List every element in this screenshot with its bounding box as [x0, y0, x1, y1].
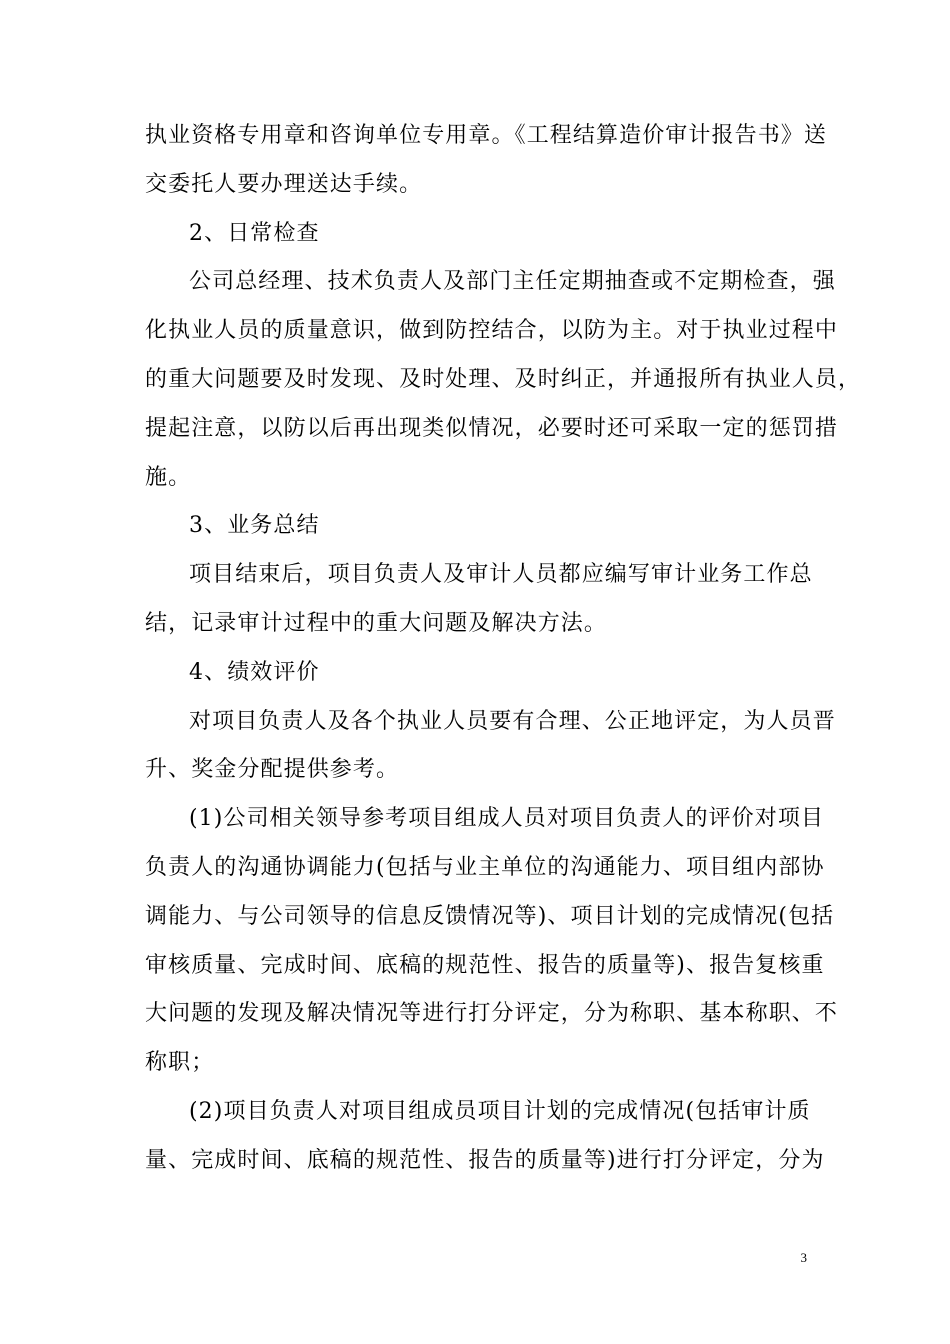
text-line: (2)项目负责人对项目组成员项目计划的完成情况(包括审计质 — [189, 1098, 811, 1124]
text-line: 项目结束后，项目负责人及审计人员都应编写审计业务工作总 — [189, 562, 813, 588]
text-line: 结，记录审计过程中的重大问题及解决方法。 — [145, 610, 608, 636]
text-line: 调能力、与公司领导的信息反馈情况等)、项目计划的完成情况(包括 — [145, 903, 835, 929]
text-line: 公司总经理、技术负责人及部门主任定期抽查或不定期检查，强 — [189, 269, 836, 295]
section-heading: 2、日常检查 — [189, 220, 320, 246]
text-line: 量、完成时间、底稿的规范性、报告的质量等)进行打分评定，分为 — [145, 1147, 825, 1173]
text-line: 的重大问题要及时发现、及时处理、及时纠正，并通报所有执业人员， — [145, 366, 862, 392]
section-heading: 3、业务总结 — [189, 513, 320, 539]
text-line: 审核质量、完成时间、底稿的规范性、报告的质量等)、报告复核重 — [145, 952, 825, 978]
page-number: 3 — [800, 1250, 807, 1265]
text-line: 对项目负责人及各个执业人员要有合理、公正地评定，为人员晋 — [189, 708, 836, 734]
section-heading: 4、绩效评价 — [189, 659, 320, 685]
text-line: 交委托人要办理送达手续。 — [145, 171, 423, 197]
text-line: 化执业人员的质量意识，做到防控结合，以防为主。对于执业过程中 — [145, 318, 839, 344]
text-line: 大问题的发现及解决情况等进行打分评定，分为称职、基本称职、不 — [145, 1001, 839, 1027]
text-line: 施。 — [145, 464, 192, 490]
text-line: 提起注意，以防以后再出现类似情况，必要时还可采取一定的惩罚措 — [145, 415, 839, 441]
body-text — [145, 116, 862, 1190]
text-line: 负责人的沟通协调能力(包括与业主单位的沟通能力、项目组内部协 — [145, 854, 825, 880]
text-line: (1)公司相关领导参考项目组成人员对项目负责人的评价对项目 — [189, 806, 825, 832]
text-line: 称职； — [145, 1050, 215, 1076]
text-line: 执业资格专用章和咨询单位专用章。《工程结算造价审计报告书》送 — [145, 123, 828, 148]
text-line: 升、奖金分配提供参考。 — [145, 757, 400, 783]
